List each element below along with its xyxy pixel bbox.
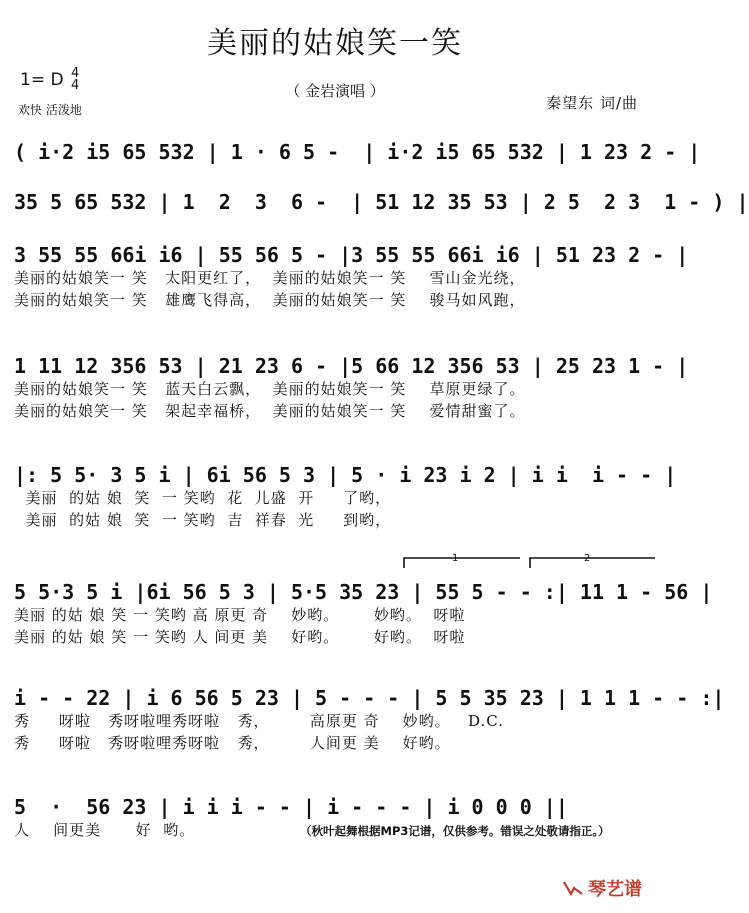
lyric-line-1: 美丽 的姑 娘 笑 一 笑哟 花 儿盛 开 了哟， [14,489,392,507]
first-ending-mark: 1 [452,553,459,564]
lyric-line-1: 秀 呀啦 秀呀啦哩秀呀啦 秀， 高原更 奇 妙哟。 D.C. [14,712,504,730]
time-numerator: 4 [70,66,80,81]
lyric-line-2: 美丽的姑娘笑一 笑 架起幸福桥， 美丽的姑娘笑一 笑 爱情甜蜜了。 [14,402,526,420]
notation-line: 3 55 55 66i i6 | 55 56 5 - |3 55 55 66i i6 | 51 23 2 - | [14,243,689,267]
notation-line: ( i·2 i5 65 532 | 1 · 6 5 - | i·2 i5 65 532 | 1 23 2 - | [14,140,701,164]
score-row-7 [14,686,725,754]
lyric-line-2: 美丽的姑娘笑一 笑 雄鹰飞得高， 美丽的姑娘笑一 笑 骏马如风跑， [14,291,526,309]
notation-line: 5 · 56 23 | i i i - - | i - - - | i 0 0 0 || [14,795,568,819]
score-row-3 [14,243,689,311]
lyric-line-1: 美丽的姑娘笑一 笑 太阳更红了， 美丽的姑娘笑一 笑 雪山金光绕， [14,269,526,287]
score-row-5 [14,463,677,531]
tempo-marking: 欢快 活泼地 [18,103,82,117]
score-row-2 [14,190,749,214]
key-label: 1= D [20,70,64,90]
logo-mark-icon [562,879,584,897]
notation-line: |: 5 5· 3 5 i | 6i 56 5 3 | 5 · i 23 i 2 | i i i - - | [14,463,677,487]
notation-line: i - - 22 | i 6 56 5 23 | 5 - - - | 5 5 35 23 | 1 1 1 - - :| [14,686,725,710]
score-row-6 [14,580,713,648]
lyric-line-2: 美丽 的姑 娘 笑 一 笑哟 人 间更 美 好哟。 好哟。 呀啦 [14,628,466,646]
time-denominator: 4 [70,78,80,93]
page-title: 美丽的姑娘笑一笑 [207,26,463,61]
second-ending-mark: 2 [584,553,591,564]
lyric-line-1: 美丽的姑娘笑一 笑 蓝天白云飘， 美丽的姑娘笑一 笑 草原更绿了。 [14,380,526,398]
key-signature [20,68,79,92]
site-logo [562,875,642,901]
second-ending-bracket [530,558,655,568]
first-ending-bracket [404,558,520,568]
lyric-line-1: 美丽 的姑 娘 笑 一 笑哟 高 原更 奇 妙哟。 妙哟。 呀啦 [14,606,466,624]
notation-line: 35 5 65 532 | 1 2 3 6 - | 51 12 35 53 | 2 5 2 3 1 - ) | [14,190,749,214]
notation-line: 5 5·3 5 i |6i 56 5 3 | 5·5 35 23 | 55 5 - - :| 11 1 - 56 | [14,580,713,604]
logo-text: 琴艺谱 [588,879,642,900]
singer-credit: （ 金岩演唱 ） [285,82,385,100]
transcription-note: （秋叶起舞根据MP3记谱，仅供参考。错误之处敬请指正。） [300,824,610,838]
time-signature [71,68,79,92]
composer-credit: 秦望东 词/曲 [546,94,638,112]
lyric-line-2: 秀 呀啦 秀呀啦哩秀呀啦 秀， 人间更 美 好哟。 [14,734,451,752]
lyric-line-2: 美丽 的姑 娘 笑 一 笑哟 吉 祥春 光 到哟， [14,511,392,529]
score-row-1 [14,140,701,164]
score-row-4 [14,354,689,422]
notation-line: 1 11 12 356 53 | 21 23 6 - |5 66 12 356 53 | 25 23 1 - | [14,354,689,378]
lyric-line-1: 人 间更美 好 哟。 [14,821,196,839]
